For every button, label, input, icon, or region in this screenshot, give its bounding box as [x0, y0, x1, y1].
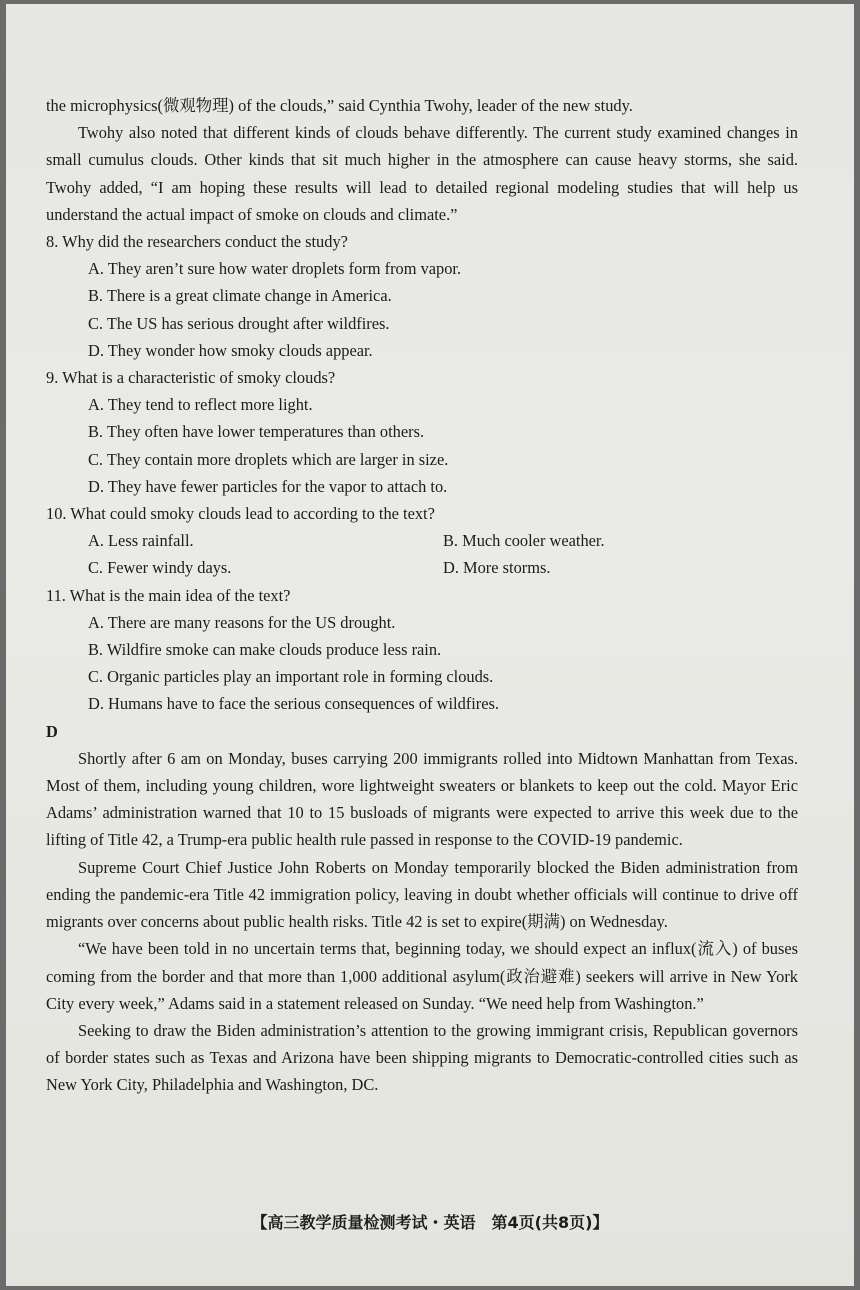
option-b: B. They often have lower temperatures than others.: [88, 422, 425, 442]
option-b: B. Wildfire smoke can make clouds produce less rain.: [88, 640, 442, 660]
option-c: C. Fewer windy days.: [88, 558, 232, 578]
option-d: D. They wonder how smoky clouds appear.: [88, 340, 373, 360]
section-heading: D: [46, 721, 58, 741]
page-footer: 【高三教学质量检测考试・英语 第4页(共8页)】: [251, 1213, 609, 1232]
passage-d-paragraph: Seeking to draw the Biden administration’s attention to the growing immigrant crisis, Republican governors of border states such as Texas and Arizona have been shipping migrants to Democratic-controlled cities such as New York City, Philadelphia and Washington, DC.: [46, 1020, 798, 1095]
question-stem: 11. What is the main idea of the text?: [46, 585, 291, 605]
option-c: C. They contain more droplets which are larger in size.: [88, 449, 449, 469]
option-a: A. They aren’t sure how water droplets form from vapor.: [88, 259, 462, 279]
option-row: [88, 554, 798, 581]
option-b: B. Much cooler weather.: [443, 531, 605, 551]
passage-d-paragraph: Shortly after 6 am on Monday, buses carrying 200 immigrants rolled into Midtown Manhattan from Texas. Most of them, including young children, wore lightweight sweaters or blankets to keep out the cold. Mayor Eric Adams’ administration warned that 10 to 15 busloads of migrants were expected to arrive this week due to the lifting of Title 42, a Trump-era public health rule passed in response to the COVID-19 pandemic.: [46, 748, 798, 850]
question-10: [46, 500, 798, 582]
question-8: [46, 228, 798, 364]
passage-c-line: the microphysics(微观物理) of the clouds,” said Cynthia Twohy, leader of the new study.: [46, 96, 633, 115]
option-c: C. The US has serious drought after wildfires.: [88, 313, 390, 333]
option-d: D. They have fewer particles for the vapor to attach to.: [88, 476, 448, 496]
passage-c-paragraph: Twohy also noted that different kinds of clouds behave differently. The current study examined changes in small cumulus clouds. Other kinds that sit much higher in the atmosphere can cause heavy storms, she said. Twohy added, “I am hoping these results will lead to detailed regional modeling studies that will help us understand the actual impact of smoke on clouds and climate.”: [46, 123, 798, 224]
question-9: [46, 364, 798, 500]
passage-d-paragraph: Supreme Court Chief Justice John Roberts on Monday temporarily blocked the Biden administration from ending the pandemic-era Title 42 immigration policy, leaving in doubt whether officials will continue to drive off migrants over concerns about public health risks. Title 42 is set to expire(期满) on Wednesday.: [46, 857, 798, 932]
question-stem: 9. What is a characteristic of smoky clouds?: [46, 368, 336, 388]
option-c: C. Organic particles play an important role in forming clouds.: [88, 667, 494, 687]
question-stem: 8. Why did the researchers conduct the study?: [46, 232, 348, 252]
option-row: [88, 527, 798, 554]
option-d: D. More storms.: [443, 558, 551, 578]
page-content: [46, 92, 798, 1099]
option-a: A. They tend to reflect more light.: [88, 395, 313, 415]
question-stem: 10. What could smoky clouds lead to according to the text?: [46, 504, 435, 524]
question-11: [46, 582, 798, 718]
passage-d-paragraph: “We have been told in no uncertain terms that, beginning today, we should expect an influx(流入) of buses coming from the border and that more than 1,000 additional asylum(政治避难) seekers will arrive in New York City every week,” Adams said in a statement released on Sunday. “We need help from Washington.”: [46, 939, 798, 1013]
option-a: A. There are many reasons for the US drought.: [88, 612, 396, 632]
exam-page: [6, 4, 854, 1286]
option-b: B. There is a great climate change in America.: [88, 286, 392, 306]
option-a: A. Less rainfall.: [88, 531, 194, 551]
option-d: D. Humans have to face the serious consequences of wildfires.: [88, 694, 499, 714]
